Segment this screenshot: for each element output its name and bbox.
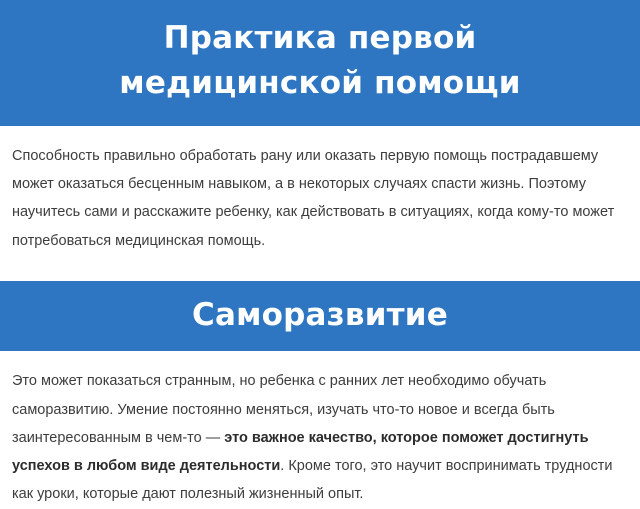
section-heading-banner-first-aid bbox=[0, 0, 640, 126]
paragraph-segment: . Кроме того, это научит воспринимать трудности как уроки, которые дают полезный жизненный опыт. bbox=[12, 458, 613, 503]
section-paragraph-self-development bbox=[0, 351, 640, 508]
section-paragraph-first-aid bbox=[0, 126, 640, 269]
paragraph-segment: Это может показаться странным, но ребенка с ранних лет необходимо обучать саморазвитию. Умение постоянно меняться, изучать что-то новое и всегда быть заинтересованным в чем-то — bbox=[12, 373, 555, 446]
paragraph-segment: Способность правильно обработать рану или оказать первую помощь пострадавшему может оказаться бесценным навыком, а в некоторых случаях спасти жизнь. Поэтому научитесь сами и расскажите ребенку, как действовать в ситуациях, когда кому-то может потребоваться медицинская помощь. bbox=[12, 147, 615, 249]
heading-line: Практика первой bbox=[163, 20, 477, 56]
section-spacer bbox=[0, 269, 640, 281]
paragraph-segment-bold: это важное качество, которое поможет достигнуть успехов в любом виде деятельности bbox=[12, 429, 589, 475]
heading-line: Саморазвитие bbox=[192, 296, 448, 333]
heading-line: медицинской помощи bbox=[119, 64, 521, 101]
section-heading-banner-self-development bbox=[0, 281, 640, 351]
